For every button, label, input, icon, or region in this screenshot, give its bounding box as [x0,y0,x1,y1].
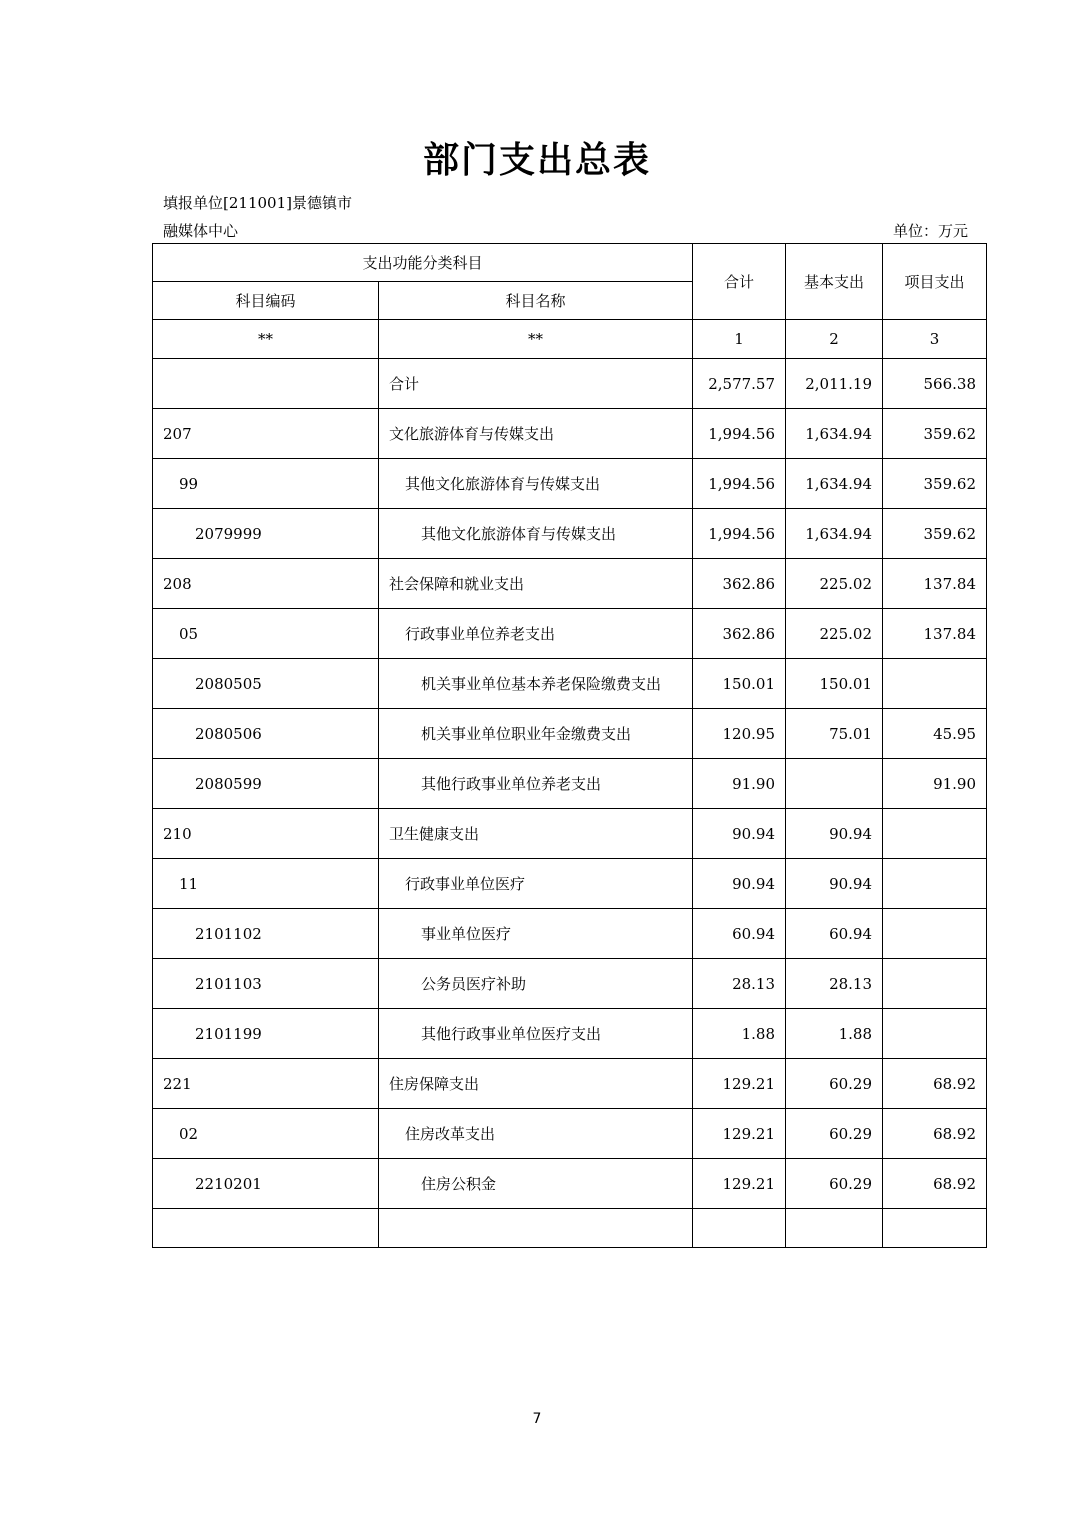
subject-name-cell: 机关事业单位基本养老保险缴费支出 [379,659,693,709]
basic-expense-cell: 1,634.94 [786,409,883,459]
total-cell: 362.86 [693,609,786,659]
table-row [153,959,987,1009]
table-row [153,509,987,559]
table-row [153,1059,987,1109]
reporting-unit-line2: 融媒体中心 [163,222,239,240]
total-cell: 1,994.56 [693,459,786,509]
basic-expense-cell: 225.02 [786,609,883,659]
basic-expense-cell: 2,011.19 [786,359,883,409]
subject-name-cell: 卫生健康支出 [379,809,693,859]
subject-name-cell: 社会保障和就业支出 [379,559,693,609]
table-row [153,409,987,459]
column-index-row [153,320,987,359]
subject-code-cell: 2101102 [153,909,379,959]
index-cell: 1 [693,320,786,359]
table-body [153,359,987,1248]
basic-expense-cell: 225.02 [786,559,883,609]
basic-expense-cell: 1.88 [786,1009,883,1059]
subject-name-cell: 其他文化旅游体育与传媒支出 [379,509,693,559]
subject-code-cell: 2080506 [153,709,379,759]
table-row [153,1009,987,1059]
total-cell: 2,577.57 [693,359,786,409]
currency-unit-label: 单位：万元 [893,222,969,240]
subject-code-cell: 99 [153,459,379,509]
total-cell: 91.90 [693,759,786,809]
basic-expense-cell: 60.29 [786,1159,883,1209]
subject-code-cell: 2080505 [153,659,379,709]
header-subject-name: 科目名称 [379,282,693,320]
total-cell: 1.88 [693,1009,786,1059]
basic-expense-cell [786,759,883,809]
table-row [153,1159,987,1209]
header-subject-code: 科目编码 [153,282,379,320]
page-number: 7 [532,1411,542,1427]
subject-code-cell: 221 [153,1059,379,1109]
project-expense-cell [883,859,987,909]
index-cell: 2 [786,320,883,359]
table-row [153,859,987,909]
table-row [153,909,987,959]
project-expense-cell [883,959,987,1009]
basic-expense-cell: 1,634.94 [786,459,883,509]
header-total: 合计 [693,244,786,320]
total-cell: 28.13 [693,959,786,1009]
total-cell: 90.94 [693,809,786,859]
table-row [153,659,987,709]
basic-expense-cell: 150.01 [786,659,883,709]
subject-name-cell: 住房公积金 [379,1159,693,1209]
subject-name-cell: 住房保障支出 [379,1059,693,1109]
page-title: 部门支出总表 [422,140,651,181]
subject-code-cell: 05 [153,609,379,659]
subject-name-cell: 其他行政事业单位养老支出 [379,759,693,809]
index-cell: ** [379,320,693,359]
expenditure-table [152,243,987,1248]
basic-expense-cell: 60.29 [786,1059,883,1109]
subject-name-cell: 机关事业单位职业年金缴费支出 [379,709,693,759]
subject-code-cell: 2079999 [153,509,379,559]
project-expense-cell: 137.84 [883,609,987,659]
basic-expense-cell: 75.01 [786,709,883,759]
total-cell: 1,994.56 [693,509,786,559]
header-function-category: 支出功能分类科目 [153,244,693,282]
subject-name-cell: 其他行政事业单位医疗支出 [379,1009,693,1059]
project-expense-cell [883,659,987,709]
subject-code-cell: 2101199 [153,1009,379,1059]
subject-code-cell [153,359,379,409]
basic-expense-cell: 90.94 [786,809,883,859]
project-expense-cell: 566.38 [883,359,987,409]
table-row [153,459,987,509]
subject-code-cell: 2210201 [153,1159,379,1209]
blank-cell [379,1209,693,1248]
blank-cell [883,1209,987,1248]
subject-name-cell: 事业单位医疗 [379,909,693,959]
project-expense-cell [883,1009,987,1059]
project-expense-cell [883,909,987,959]
total-cell: 150.01 [693,659,786,709]
blank-cell [693,1209,786,1248]
subject-name-cell: 行政事业单位养老支出 [379,609,693,659]
total-cell: 120.95 [693,709,786,759]
subject-code-cell: 207 [153,409,379,459]
subject-name-cell: 行政事业单位医疗 [379,859,693,909]
table-row [153,359,987,409]
total-cell: 1,994.56 [693,409,786,459]
project-expense-cell: 68.92 [883,1059,987,1109]
project-expense-cell: 45.95 [883,709,987,759]
project-expense-cell [883,809,987,859]
table-row [153,759,987,809]
total-cell: 129.21 [693,1109,786,1159]
subject-code-cell: 208 [153,559,379,609]
subject-code-cell: 02 [153,1109,379,1159]
table-row [153,809,987,859]
subject-code-cell: 11 [153,859,379,909]
project-expense-cell: 359.62 [883,459,987,509]
project-expense-cell: 359.62 [883,509,987,559]
blank-row [153,1209,987,1248]
project-expense-cell: 68.92 [883,1109,987,1159]
table-row [153,1109,987,1159]
project-expense-cell: 137.84 [883,559,987,609]
project-expense-cell: 359.62 [883,409,987,459]
subject-code-cell: 2101103 [153,959,379,1009]
total-cell: 90.94 [693,859,786,909]
basic-expense-cell: 60.29 [786,1109,883,1159]
subject-name-cell: 合计 [379,359,693,409]
project-expense-cell: 68.92 [883,1159,987,1209]
basic-expense-cell: 28.13 [786,959,883,1009]
table-row [153,709,987,759]
project-expense-cell: 91.90 [883,759,987,809]
subject-code-cell: 210 [153,809,379,859]
total-cell: 129.21 [693,1059,786,1109]
header-project-expense: 项目支出 [883,244,987,320]
table-row [153,609,987,659]
reporting-unit-line1: 填报单位[211001]景德镇市 [163,194,352,212]
index-cell: ** [153,320,379,359]
basic-expense-cell: 60.94 [786,909,883,959]
subject-name-cell: 文化旅游体育与传媒支出 [379,409,693,459]
subject-code-cell: 2080599 [153,759,379,809]
total-cell: 129.21 [693,1159,786,1209]
table-row [153,559,987,609]
basic-expense-cell: 1,634.94 [786,509,883,559]
total-cell: 60.94 [693,909,786,959]
header-basic-expense: 基本支出 [786,244,883,320]
blank-cell [153,1209,379,1248]
subject-name-cell: 公务员医疗补助 [379,959,693,1009]
subject-name-cell: 住房改革支出 [379,1109,693,1159]
blank-cell [786,1209,883,1248]
index-cell: 3 [883,320,987,359]
total-cell: 362.86 [693,559,786,609]
basic-expense-cell: 90.94 [786,859,883,909]
subject-name-cell: 其他文化旅游体育与传媒支出 [379,459,693,509]
